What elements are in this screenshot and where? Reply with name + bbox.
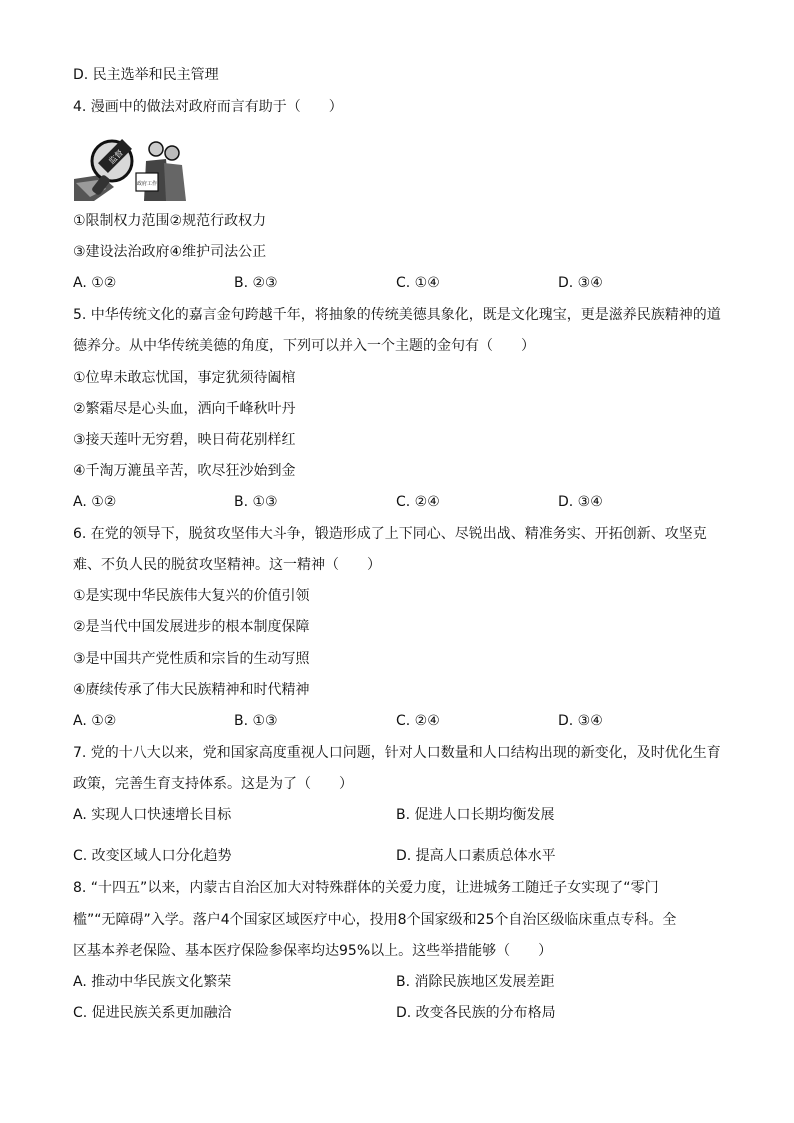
- question-6-stem-line-2: 难、不负人民的脱贫攻坚精神。这一精神（ ）: [73, 557, 381, 573]
- question-5-option-b[interactable]: B. ①③: [234, 494, 278, 510]
- question-7-option-a[interactable]: A. 实现人口快速增长目标: [73, 807, 232, 823]
- question-4-option-d[interactable]: D. ③④: [558, 275, 603, 291]
- question-5-stem-line-1: 5. 中华传统文化的嘉言金句跨越千年，将抽象的传统美德具象化，既是文化瑰宝，更是滋养民族精神的道: [73, 307, 721, 323]
- question-5-stem-line-2: 德养分。从中华传统美德的角度，下列可以并入一个主题的金句有（ ）: [73, 338, 535, 354]
- question-4-option-b[interactable]: B. ②③: [234, 275, 278, 291]
- question-6-statement: ①是实现中华民族伟大复兴的价值引领: [73, 588, 310, 604]
- question-3-option-d: D. 民主选举和民主管理: [73, 67, 219, 83]
- question-4-statement-line-2: ③建设法治政府④维护司法公正: [73, 244, 267, 260]
- question-4-option-c[interactable]: C. ①④: [396, 275, 440, 291]
- question-5-option-a[interactable]: A. ①②: [73, 494, 117, 510]
- question-4-option-a[interactable]: A. ①②: [73, 275, 117, 291]
- question-8-option-b[interactable]: B. 消除民族地区发展差距: [396, 974, 555, 990]
- question-7-option-b[interactable]: B. 促进人口长期均衡发展: [396, 807, 555, 823]
- question-6-option-a[interactable]: A. ①②: [73, 713, 117, 729]
- question-8-option-d[interactable]: D. 改变各民族的分布格局: [396, 1005, 556, 1021]
- question-7-option-c[interactable]: C. 改变区域人口分化趋势: [73, 848, 232, 864]
- question-6-option-d[interactable]: D. ③④: [558, 713, 603, 729]
- question-4-stem: 4. 漫画中的做法对政府而言有助于（ ）: [73, 99, 343, 115]
- question-6-statement: ③是中国共产党性质和宗旨的生动写照: [73, 651, 310, 667]
- cartoon-stamp-text: 监督: [107, 148, 125, 166]
- question-5-option-d[interactable]: D. ③④: [558, 494, 603, 510]
- question-7-option-d[interactable]: D. 提高人口素质总体水平: [396, 848, 556, 864]
- question-7-stem-line-1: 7. 党的十八大以来，党和国家高度重视人口问题，针对人口数量和人口结构出现的新变化，及时优化生育: [73, 745, 721, 761]
- question-8-stem-line-2: 槛”“无障碍”入学。落户4个国家区域医疗中心，投用8个国家级和25个自治区级临床重点专科。全: [73, 912, 677, 928]
- question-6-option-c[interactable]: C. ②④: [396, 713, 440, 729]
- question-7-stem-line-2: 政策，完善生育支持体系。这是为了（ ）: [73, 776, 353, 792]
- question-6-stem-line-1: 6. 在党的领导下，脱贫攻坚伟大斗争，锻造形成了上下同心、尽锐出战、精准务实、开拓创新、攻坚克: [73, 526, 707, 542]
- question-8-stem-line-3: 区基本养老保险、基本医疗保险参保率均达95%以上。这些举措能够（ ）: [73, 943, 553, 959]
- question-6-statement: ④赓续传承了伟大民族精神和时代精神: [73, 682, 310, 698]
- question-5-option-c[interactable]: C. ②④: [396, 494, 440, 510]
- question-5-statement: ①位卑未敢忘忧国，事定犹须待阖棺: [73, 370, 296, 386]
- question-5-statement: ②繁霜尽是心头血，洒向千峰秋叶丹: [73, 401, 296, 417]
- question-4-cartoon: [74, 135, 192, 201]
- question-8-option-a[interactable]: A. 推动中华民族文化繁荣: [73, 974, 232, 990]
- question-4-statement-line-1: ①限制权力范围②规范行政权力: [73, 213, 267, 229]
- cartoon-sign-text: 政府工作: [136, 181, 158, 187]
- question-6-statement: ②是当代中国发展进步的根本制度保障: [73, 619, 310, 635]
- question-8-stem-line-1: 8. “十四五”以来，内蒙古自治区加大对特殊群体的关爱力度，让进城务工随迁子女实现了“零门: [73, 880, 659, 896]
- question-6-option-b[interactable]: B. ①③: [234, 713, 278, 729]
- question-8-option-c[interactable]: C. 促进民族关系更加融洽: [73, 1005, 232, 1021]
- question-5-statement: ③接天莲叶无穷碧，映日荷花别样红: [73, 432, 296, 448]
- question-5-statement: ④千淘万漉虽辛苦，吹尽狂沙始到金: [73, 463, 296, 479]
